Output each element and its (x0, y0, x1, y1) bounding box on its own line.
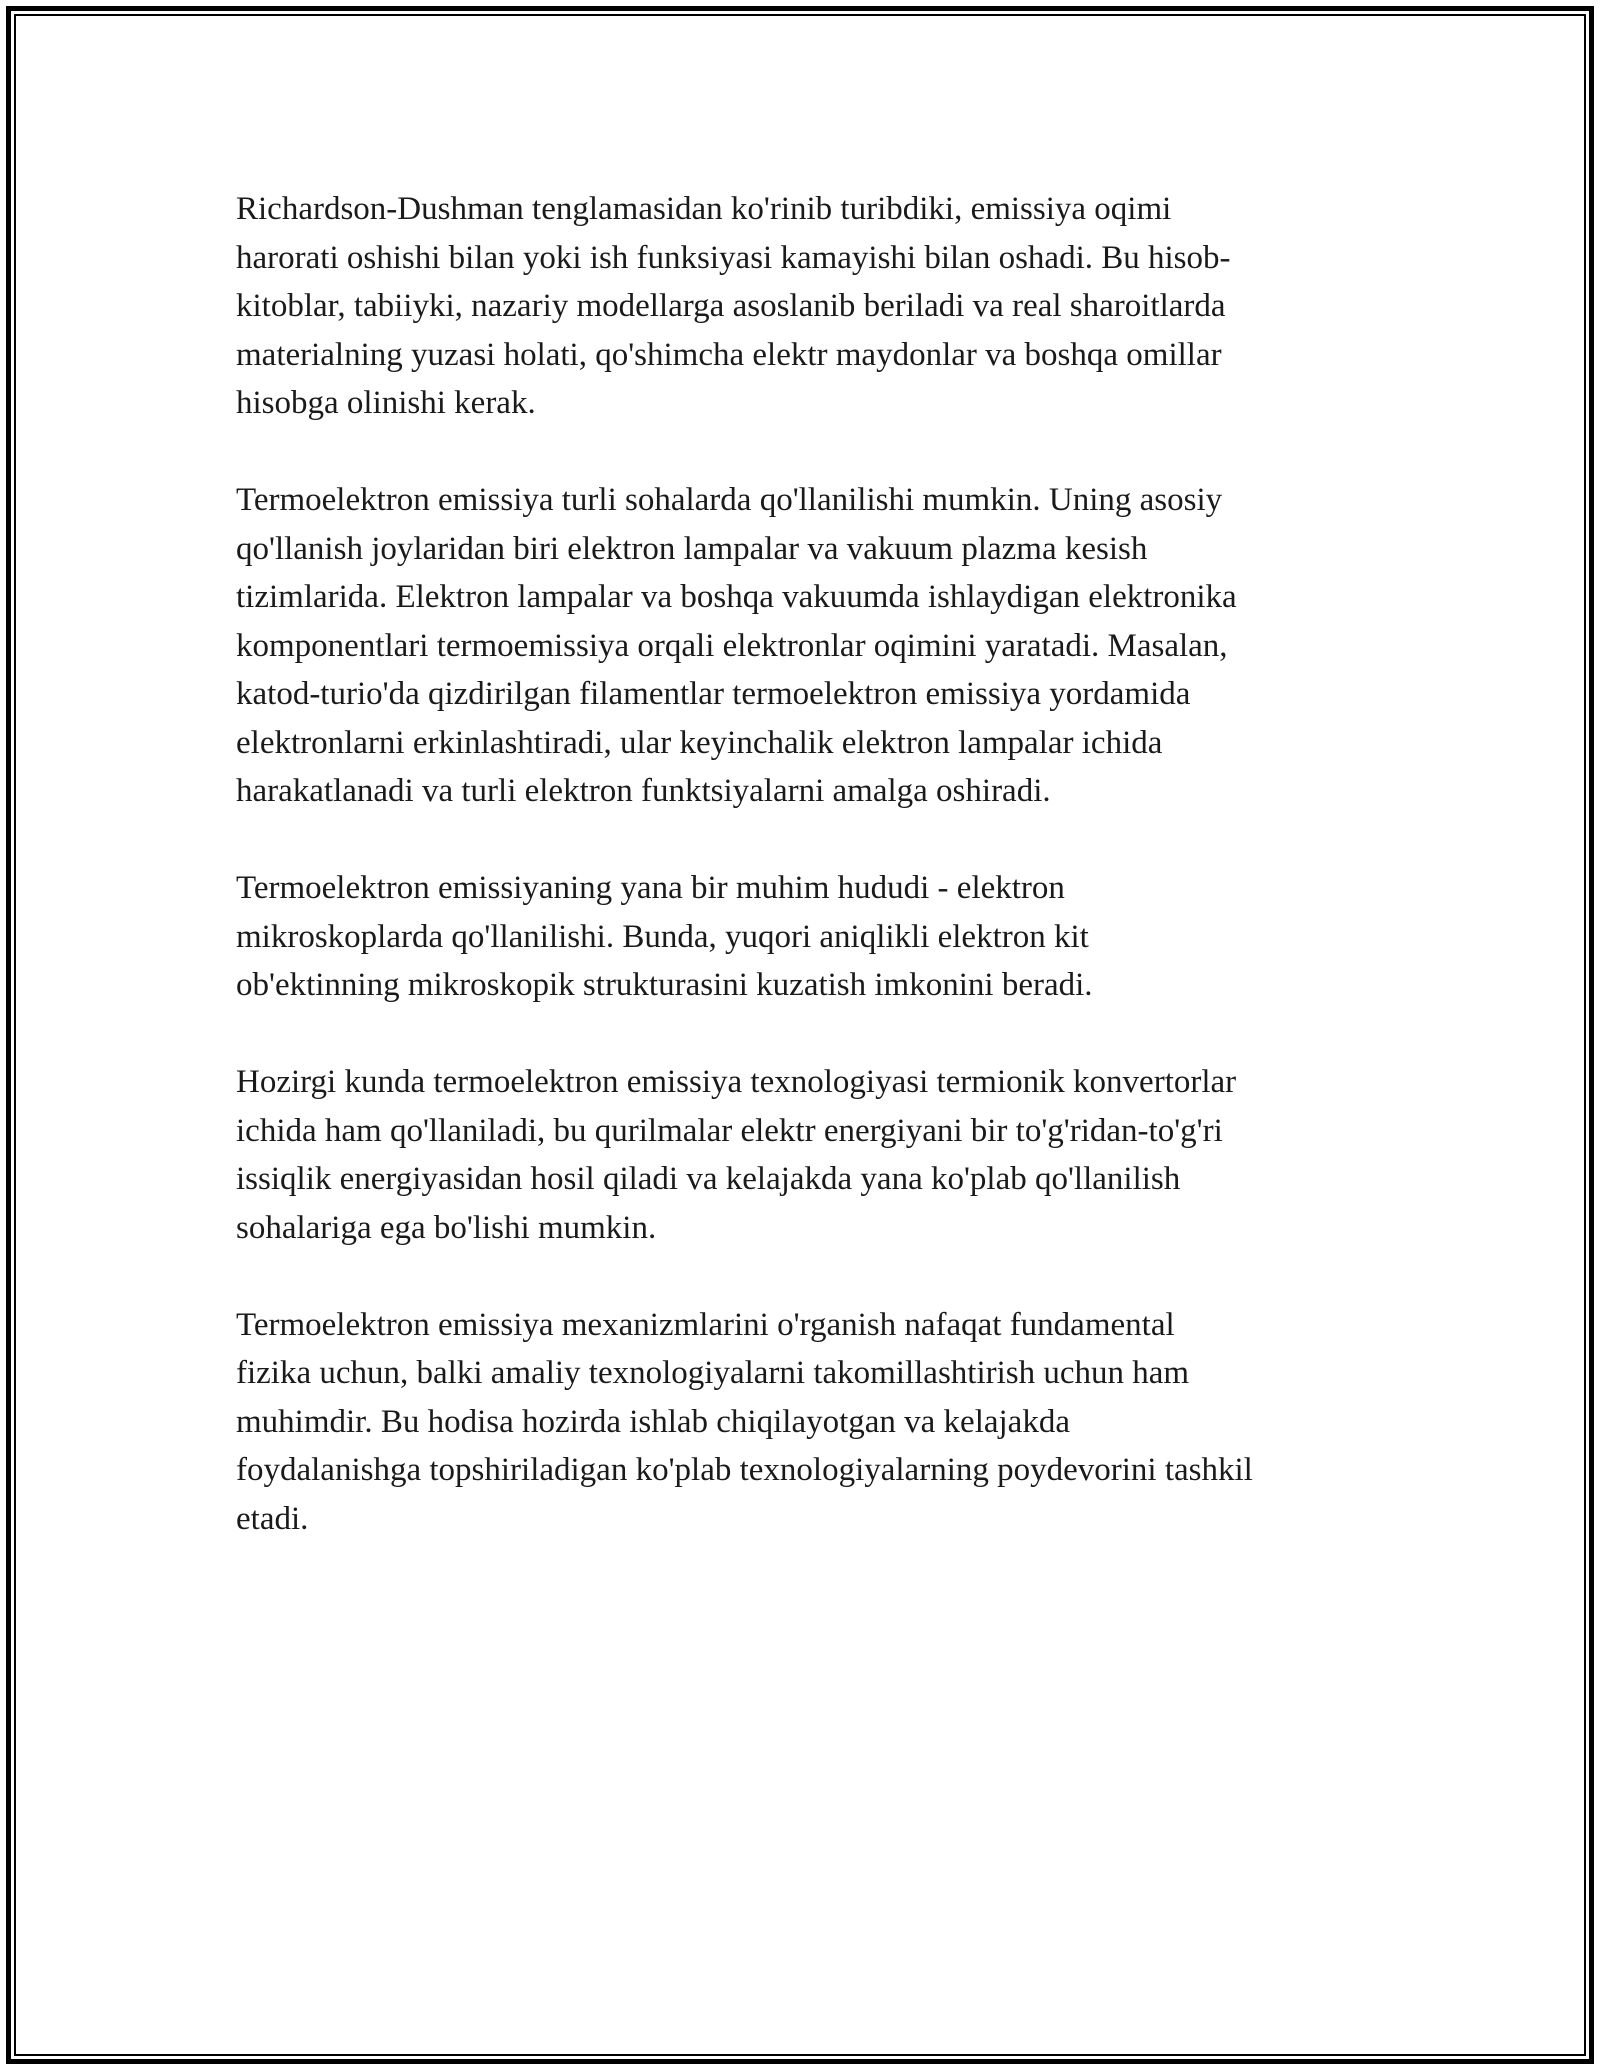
text-line: Richardson-Dushman tenglamasidan ko'rinib turibdiki, emissiya oqimi (236, 191, 1172, 227)
text-line: ichida ham qo'llaniladi, bu qurilmalar elektr energiyani bir to'g'ridan-to'g'ri (236, 1112, 1223, 1149)
text-line: mikroskoplarda qo'llanilishi. Bunda, yuqori aniqlikli elektron kit (236, 918, 1089, 955)
text-line: qo'llanish joylaridan biri elektron lampalar va vakuum plazma kesish (236, 530, 1148, 567)
text-line: Termoelektron emissiyaning yana bir muhim hududi - elektron (236, 870, 1065, 906)
text-line: foydalanishga topshiriladigan ko'plab texnologiyalarning poydevorini tashkil (236, 1452, 1253, 1488)
paragraph-applications (236, 476, 1386, 816)
text-line: Termoelektron emissiya turli sohalarda qo'llanilishi mumkin. Uning asosiy (236, 482, 1223, 518)
text-line: harorati oshishi bilan yoki ish funksiyasi kamayishi bilan oshadi. Bu hisob- (236, 239, 1231, 276)
text-line: ob'ektinning mikroskopik strukturasini kuzatish imkonini beradi. (236, 967, 1093, 1003)
text-line: Hozirgi kunda termoelektron emissiya texnologiyasi termionik konvertorlar (236, 1064, 1237, 1100)
text-line: komponentlari termoemissiya orqali elektronlar oqimini yaratadi. Masalan, (236, 627, 1228, 664)
text-line: tizimlarida. Elektron lampalar va boshqa vakuumda ishlaydigan elektronika (236, 579, 1237, 615)
text-line: hisobga olinishi kerak. (236, 385, 536, 421)
text-line: elektronlarni erkinlashtiradi, ular keyinchalik elektron lampalar ichida (236, 724, 1163, 761)
text-line: kitoblar, tabiiyki, nazariy modellarga asoslanib beriladi va real sharoitlarda (236, 288, 1226, 324)
paragraph-microscopes (236, 864, 1386, 1010)
text-line: katod-turio'da qizdirilgan filamentlar termoelektron emissiya yordamida (236, 676, 1191, 712)
text-line: harakatlanadi va turli elektron funktsiyalarni amalga oshiradi. (236, 773, 1051, 809)
text-line: etadi. (236, 1500, 309, 1537)
text-line: fizika uchun, balki amaliy texnologiyalarni takomillashtirish uchun ham (236, 1355, 1190, 1391)
paragraph-conclusion (236, 1301, 1386, 1544)
text-line: sohalariga ega bo'lishi mumkin. (236, 1209, 657, 1246)
document-body (236, 185, 1386, 1543)
paragraph-richardson-dushman (236, 185, 1386, 428)
text-line: issiqlik energiyasidan hosil qiladi va kelajakda yana ko'plab qo'llanilish (236, 1161, 1181, 1197)
text-line: muhimdir. Bu hodisa hozirda ishlab chiqilayotgan va kelajakda (236, 1403, 1070, 1440)
text-line: materialning yuzasi holati, qo'shimcha elektr maydonlar va boshqa omillar (236, 336, 1222, 373)
paragraph-thermionic-converters (236, 1058, 1386, 1252)
text-line: Termoelektron emissiya mexanizmlarini o'rganish nafaqat fundamental (236, 1306, 1175, 1343)
